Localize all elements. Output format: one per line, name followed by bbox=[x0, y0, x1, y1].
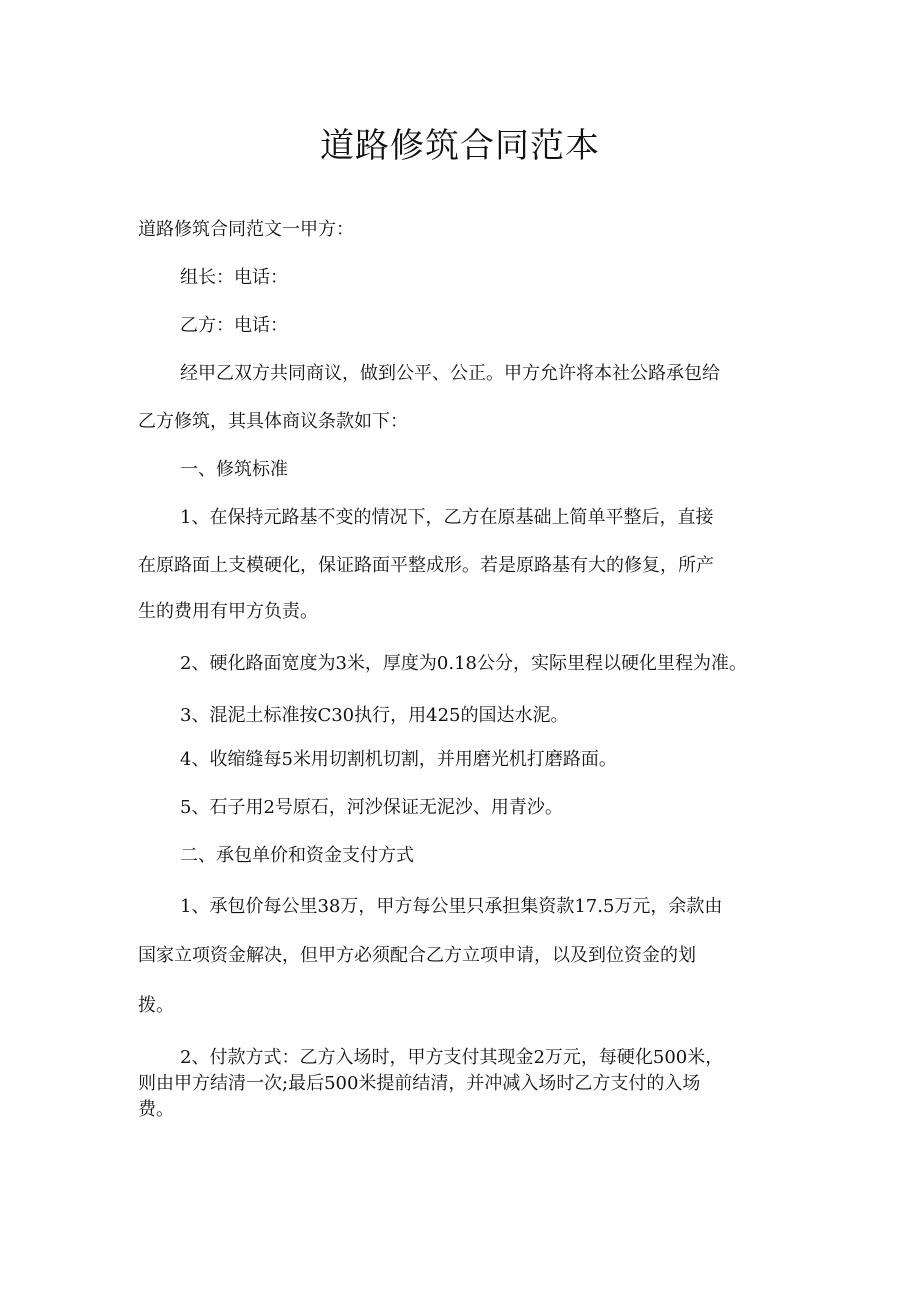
text-line: 国家立项资金解决，但甲方必须配合乙方立项申请，以及到位资金的划 bbox=[138, 945, 696, 966]
section-heading: 二、承包单价和资金支付方式 bbox=[180, 845, 414, 866]
text-line: 5、石子用2号原石，河沙保证无泥沙、用青沙。 bbox=[180, 797, 563, 818]
text-line: 生的费用有甲方负责。 bbox=[138, 601, 318, 622]
document-title: 道路修筑合同范本 bbox=[320, 126, 600, 166]
text-line: 组长：电话： bbox=[180, 267, 288, 288]
text-line: 2、付款方式：乙方入场时，甲方支付其现金2万元，每硬化500米， bbox=[180, 1047, 724, 1068]
text-line: 1、在保持元路基不变的情况下，乙方在原基础上简单平整后，直接 bbox=[180, 507, 714, 528]
text-line: 道路修筑合同范文一甲方： bbox=[138, 219, 354, 240]
text-line: 4、收缩缝每5米用切割机切割，并用磨光机打磨路面。 bbox=[180, 749, 617, 770]
text-line: 则由甲方结清一次;最后500米提前结清，并冲减入场时乙方支付的入场 bbox=[138, 1073, 701, 1094]
text-line: 3、混泥土标准按C30执行，用425的国达水泥。 bbox=[180, 705, 569, 726]
section-heading: 一、修筑标准 bbox=[180, 459, 288, 480]
text-line: 1、承包价每公里38万，甲方每公里只承担集资款17.5万元，余款由 bbox=[180, 896, 723, 917]
text-line: 在原路面上支模硬化，保证路面平整成形。若是原路基有大的修复，所产 bbox=[138, 555, 714, 576]
text-line: 乙方修筑，其具体商议条款如下： bbox=[138, 411, 408, 432]
text-line: 费。 bbox=[138, 1099, 174, 1120]
text-line: 拨。 bbox=[138, 995, 174, 1016]
text-line: 乙方：电话： bbox=[180, 315, 288, 336]
text-line: 2、硬化路面宽度为3米，厚度为0.18公分，实际里程以硬化里程为准。 bbox=[180, 653, 747, 674]
text-line: 经甲乙双方共同商议，做到公平、公正。甲方允许将本社公路承包给 bbox=[180, 363, 720, 384]
